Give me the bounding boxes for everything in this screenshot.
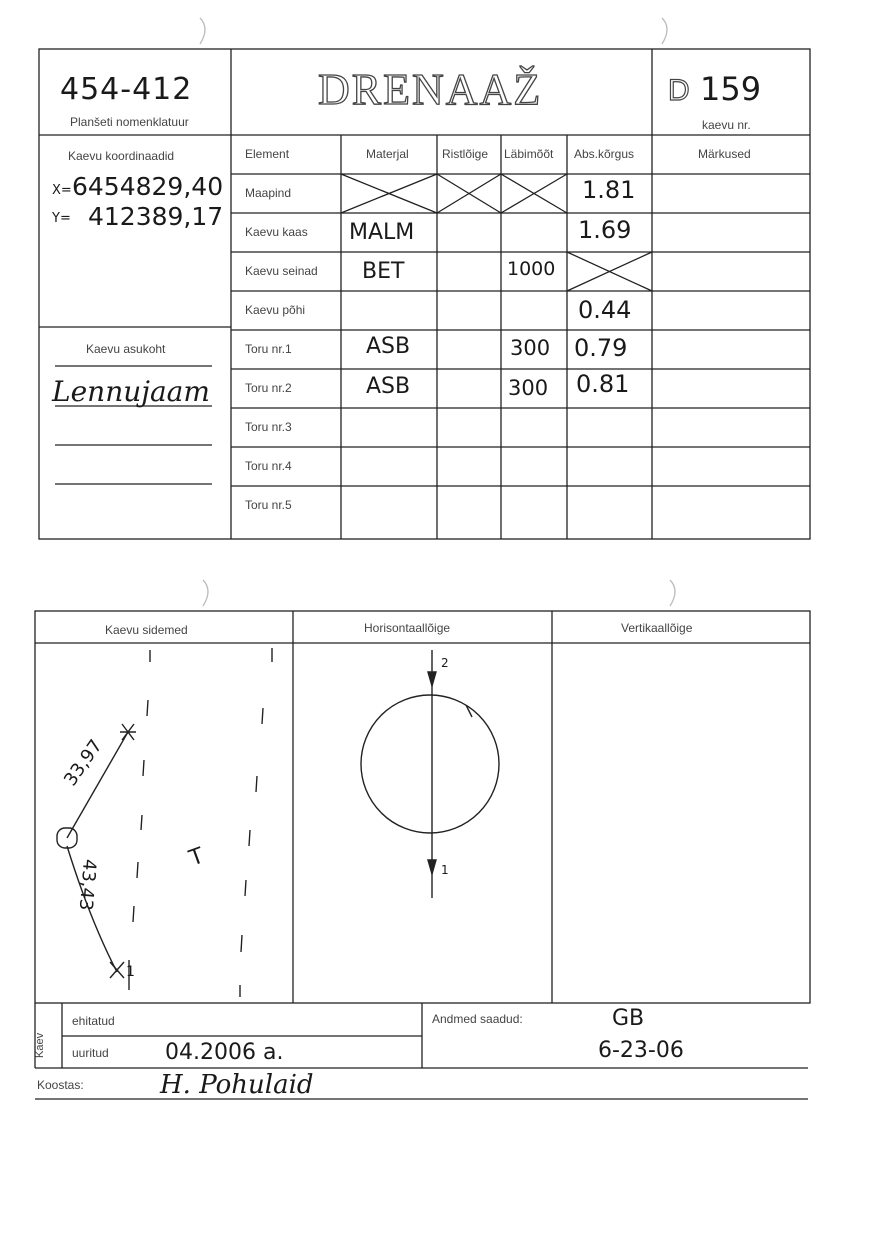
- row-element: Maapind: [245, 186, 292, 200]
- row-material: ASB: [366, 334, 411, 359]
- document-title: DRENAAŽ: [318, 65, 543, 114]
- location-label: Kaevu asukoht: [86, 342, 166, 356]
- x-coordinate-value: 6454829,40: [72, 172, 224, 201]
- row-elevation: 1.69: [578, 216, 632, 244]
- sketch-mark-t: T: [186, 843, 208, 872]
- data-received-date: 6-23-06: [598, 1038, 684, 1063]
- row-element: Toru nr.5: [245, 498, 292, 512]
- compiled-by-label: Koostas:: [37, 1078, 84, 1092]
- row-element: Kaevu põhi: [245, 303, 306, 317]
- col-header-elevation: Abs.kõrgus: [574, 147, 635, 161]
- row-element: Kaevu seinad: [245, 264, 318, 278]
- data-received-label: Andmed saadud:: [432, 1012, 523, 1026]
- location-value: Lennujaam: [52, 375, 210, 408]
- horizontal-section-sketch: [361, 650, 499, 898]
- row-element: Kaevu kaas: [245, 225, 308, 239]
- row-diameter: 300: [508, 376, 549, 400]
- well-prefix: D: [668, 74, 690, 107]
- site-ties-sketch: [57, 648, 272, 997]
- pipe-label-bottom: 1: [441, 863, 449, 877]
- row-material: ASB: [366, 374, 411, 399]
- site-ties-header: Kaevu sidemed: [105, 623, 188, 637]
- col-header-notes: Märkused: [698, 147, 751, 161]
- well-number-label: kaevu nr.: [702, 118, 751, 132]
- surveyed-date-value: 04.2006 a.: [165, 1040, 284, 1065]
- row-material: BET: [362, 259, 405, 284]
- pipe-label-top: 2: [441, 656, 449, 670]
- y-coordinate-value: 412389,17: [88, 202, 224, 231]
- coordinates-label: Kaevu koordinaadid: [68, 149, 175, 163]
- distance-label: 43,43: [74, 858, 100, 912]
- well-number-value: 159: [700, 70, 762, 108]
- row-element: Toru nr.3: [245, 420, 292, 434]
- plan-number-label: Planšeti nomenklatuur: [70, 115, 189, 129]
- col-header-diameter: Läbimõõt: [504, 147, 554, 161]
- vertical-section-header: Vertikaallõige: [621, 621, 693, 635]
- plan-number-value: 454-412: [60, 72, 193, 107]
- row-elevation: 1.81: [582, 176, 636, 204]
- compiled-by-value: H. Pohulaid: [160, 1070, 314, 1100]
- built-label: ehitatud: [72, 1014, 115, 1028]
- col-header-element: Element: [245, 147, 290, 161]
- sketch-label-1: 1: [126, 964, 135, 980]
- row-elevation: 0.81: [576, 370, 630, 398]
- horizontal-section-header: Horisontaallõige: [364, 621, 451, 635]
- data-received-source: GB: [612, 1006, 645, 1031]
- y-label: Y=: [52, 211, 71, 226]
- x-label: X=: [52, 183, 72, 198]
- well-side-label: Kaev: [34, 1032, 46, 1058]
- col-header-cross-section: Ristlõige: [442, 147, 489, 161]
- row-element: Toru nr.1: [245, 342, 292, 356]
- col-header-material: Materjal: [366, 147, 409, 161]
- row-elevation: 0.79: [574, 334, 628, 362]
- surveyed-label: uuritud: [72, 1046, 109, 1060]
- row-element: Toru nr.4: [245, 459, 292, 473]
- row-elevation: 0.44: [578, 296, 632, 324]
- distance-label: 33,97: [60, 735, 107, 791]
- row-diameter: 300: [510, 336, 551, 360]
- row-element: Toru nr.2: [245, 381, 292, 395]
- row-material: MALM: [349, 220, 415, 245]
- row-diameter: 1000: [507, 258, 556, 280]
